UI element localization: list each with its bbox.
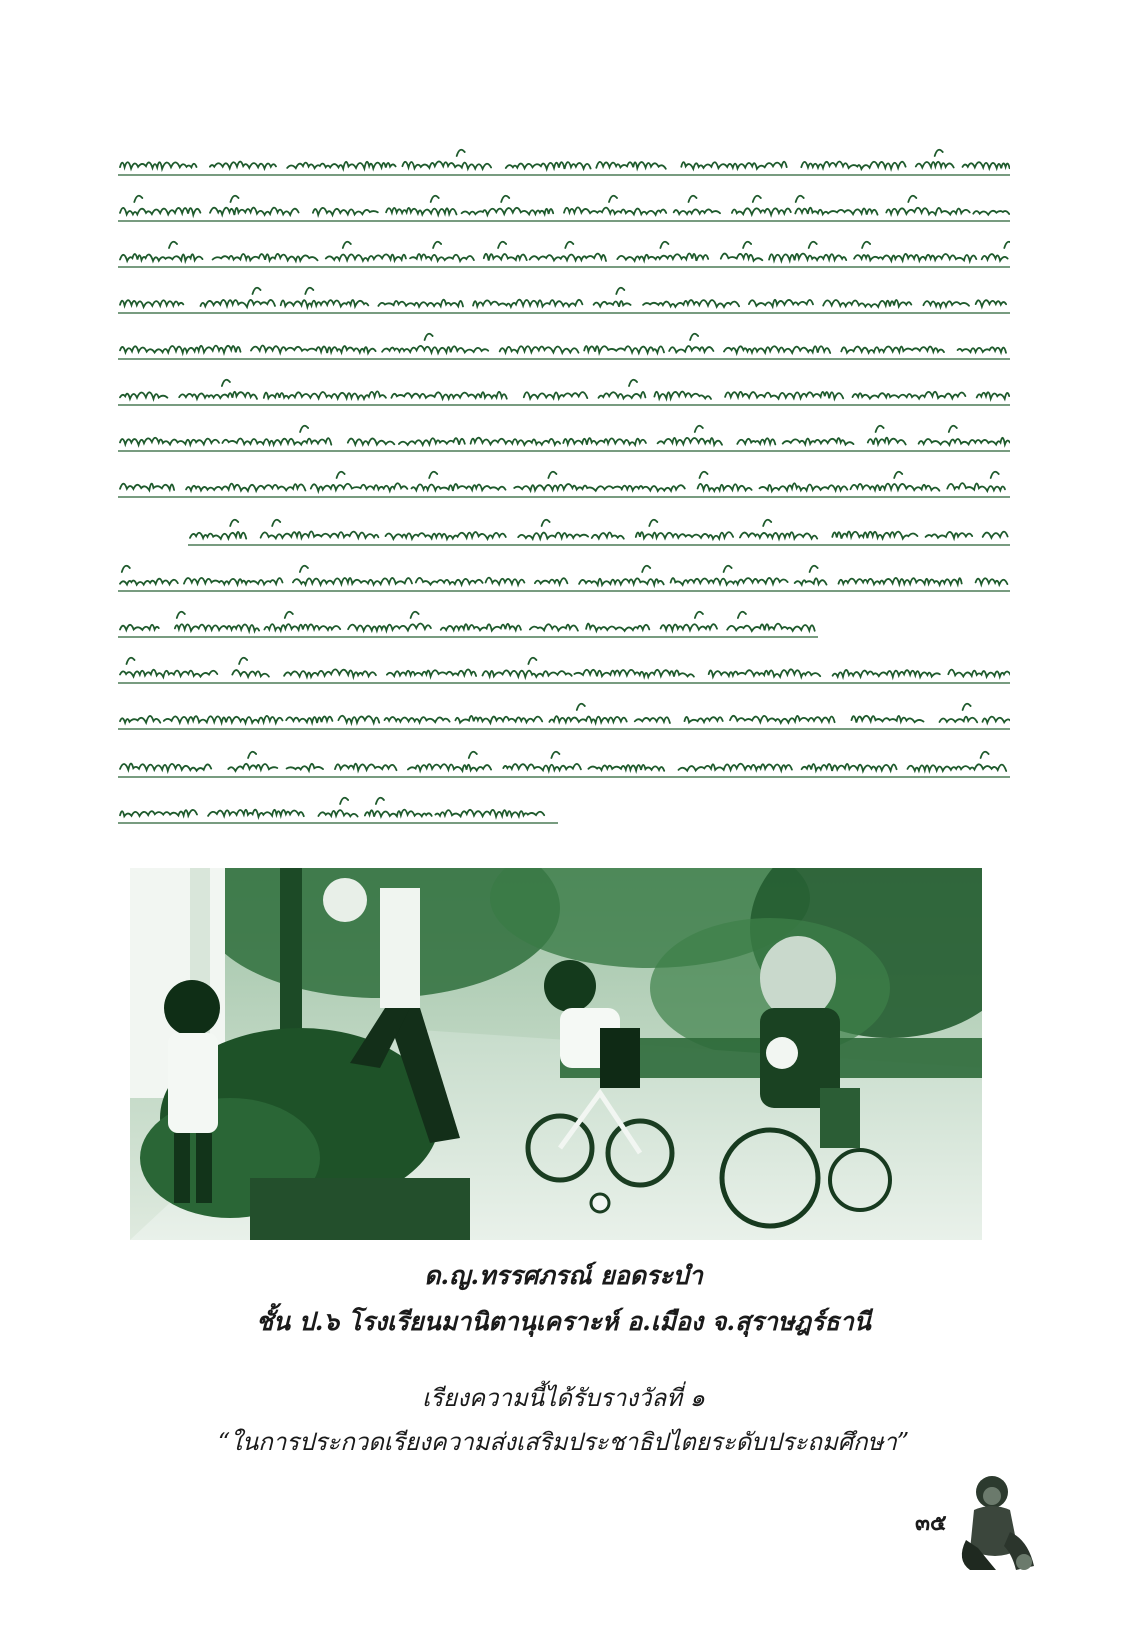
handwritten-line: [118, 418, 1010, 454]
handwritten-line: [118, 326, 1010, 362]
handwritten-line: [118, 744, 1010, 780]
handwritten-line: [118, 790, 558, 826]
author-name: ด.ญ.ทรรศภรณ์ ยอดระบำ: [424, 1261, 703, 1290]
handwritten-line: [118, 696, 1010, 732]
handwritten-line: [118, 650, 1010, 686]
page-number: ๓๕: [915, 1510, 947, 1536]
handwritten-line: [118, 280, 1010, 316]
handwritten-line: [118, 464, 1010, 500]
handwritten-line: [118, 558, 1010, 594]
award-line: เรียงความนี้ได้รับรางวัลที่ ๑: [422, 1384, 705, 1412]
handwritten-line: [118, 234, 1010, 270]
handwritten-line: [118, 142, 1010, 178]
children-cycling-photo: [130, 868, 982, 1240]
handwritten-essay: [118, 130, 1010, 850]
handwritten-line: [118, 372, 1010, 408]
contest-title: “ในการประกวดเรียงความส่งเสริมประชาธิปไตยระดับประถมศึกษา”: [217, 1428, 910, 1456]
handwritten-line: [118, 188, 1010, 224]
child-figure-icon: [956, 1470, 1038, 1574]
author-school: ชั้น ป.๖ โรงเรียนมานิตานุเคราะห์ อ.เมือง จ.สุราษฎร์ธานี: [256, 1307, 871, 1336]
handwritten-line: [188, 512, 1010, 548]
handwritten-line: [118, 604, 818, 640]
